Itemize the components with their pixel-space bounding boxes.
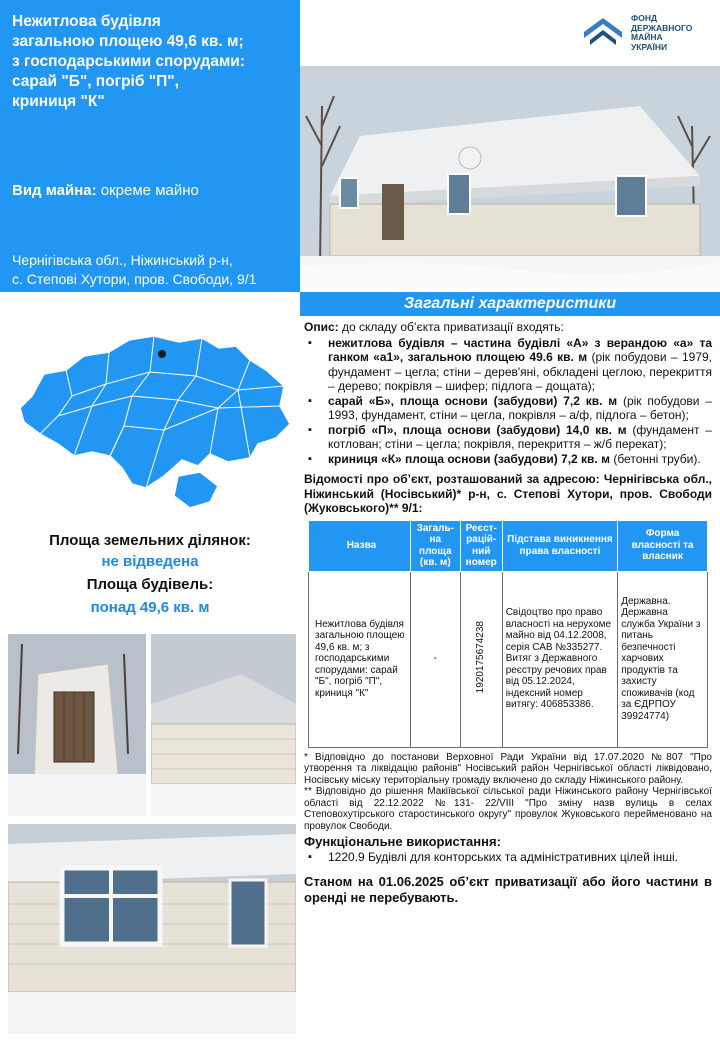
cell-ownership: Державна. Державна служба України з питань безпечності харчових продуктів та захисту споживачів (код за ЄДРПОУ 39924774) xyxy=(618,571,708,747)
building-area-label: Площа будівель: xyxy=(86,576,214,593)
header-panel xyxy=(0,0,300,292)
property-type-label: Вид майна: xyxy=(12,182,97,199)
item-title: нежитлова будівля – частина будівлі «А» з верандою «а» та ганком «а1», загальною площею 49.6 кв. м xyxy=(328,335,712,364)
photo-cellar xyxy=(8,634,146,816)
logo-text: ФОНД ДЕРЖАВНОГО МАЙНА УКРАЇНИ xyxy=(631,13,693,52)
area-summary xyxy=(0,530,300,618)
cell-reg-number xyxy=(460,571,502,747)
list-item xyxy=(304,336,712,394)
property-type-value: окреме майно xyxy=(100,182,199,199)
building-area-value: понад 49,6 кв. м xyxy=(90,599,210,616)
table-header-row xyxy=(309,520,708,571)
description-label: Опис: xyxy=(304,320,339,334)
table-row xyxy=(309,571,708,747)
list-item xyxy=(304,452,712,467)
functional-use-list xyxy=(304,850,712,865)
object-address: Чернігівська обл., Ніжинський р-н, с. Степові Хутори, пров. Свободи, 9/1 xyxy=(12,252,257,287)
property-type xyxy=(12,182,199,199)
footnote-2: ** Відповідно до рішення Макіївської сільської ради Ніжинського району Чернігівської області від 22.12.2022 №131- 22/VIII "Про зміну назв вулиць в селах Степовохутірського старостинського округу" провулок Жуковського перейменовано на провулок Свободи. xyxy=(304,786,712,832)
list-item xyxy=(304,394,712,423)
list-item xyxy=(304,423,712,452)
cell-area: - xyxy=(410,571,460,747)
item-details: (рік побудови – 1979, фундамент – цегла; стіни – дерев'яні, обкладені цеглою, перекриття – дерево; покрівля – шифер; підлога – дощата); xyxy=(328,350,712,393)
general-characteristics-title: Загальні характеристики xyxy=(300,292,720,316)
description-list xyxy=(304,336,712,467)
col-reg-number: Реєст-рацій-ний номер xyxy=(460,520,502,571)
list-item: ▪ 1220.9 Будівлі для конторських та адміністративних цілей інші. xyxy=(304,850,712,865)
functional-use-title: Функціональне використання: xyxy=(304,834,501,849)
land-area-label: Площа земельних ділянок: xyxy=(49,532,251,549)
lease-note: Станом на 01.06.2025 об’єкт приватизації або його частини в оренді не перебувають. xyxy=(304,874,712,905)
logo-area xyxy=(300,0,720,66)
cell-basis: Свідоцтво про право власності на нерухоме майно від 04.12.2008, серія САВ №335277. Витяг з Державного реєстру речових прав від 05.12.2024, індексний номер витягу: 406853386. xyxy=(502,571,618,747)
description-column xyxy=(304,320,712,906)
address-info: Відомості про об’єкт, розташований за адресою: Чернігівська обл., Ніжинський (Носівський)* р-н, с. Степові Хутори, пров. Свободи (Жуковського)** 9/1: xyxy=(304,472,712,515)
item-title: погріб «П», площа основи (забудови) 14,0 кв. м xyxy=(328,422,627,437)
cell-name: Нежитлова будівля загальною площею 49,6 кв. м; з господарськими спорудами: сарай "Б", погріб "П", криниця "К" xyxy=(309,571,411,747)
land-area-value: не відведена xyxy=(101,553,199,570)
item-details: (фундамент – котлован; стіни – цегла; покрівля, перекриття – ж/б перекат); xyxy=(328,422,712,451)
col-name: Назва xyxy=(309,520,411,571)
footnote-1: * Відповідно до постанови Верховної Ради України від 17.07.2020 №807 "Про утворення та ліквідацію районів" Носівський район Чернігівської області ліквідовано, Носівську міську територіальну громаду включено до складу Ніжинського району. xyxy=(304,751,712,786)
photo-shed xyxy=(151,634,296,816)
col-basis: Підстава виникнення права власності xyxy=(502,520,618,571)
location-dot-icon xyxy=(158,350,166,358)
photo-main-building xyxy=(300,66,720,288)
item-details: (бетонні труби). xyxy=(609,451,701,466)
object-table xyxy=(308,520,708,748)
photo-building-window xyxy=(8,824,296,1034)
house-roof-icon xyxy=(582,14,624,50)
reg-number-text: 1920175674238 xyxy=(475,621,487,694)
item-details: (рік побудови – 1993, фундамент, стіни – цегла, покрівля – а/ф, підлога – бетон); xyxy=(328,393,713,422)
col-area: Загаль-на площа (кв. м) xyxy=(410,520,460,571)
ukraine-map xyxy=(14,326,292,516)
object-title: Нежитлова будівля загальною площею 49,6 кв. м; з господарськими спорудами: сарай "Б", погріб "П", криниця "К" xyxy=(12,13,245,110)
item-title: сарай «Б», площа основи (забудови) 7,2 кв. м xyxy=(328,393,618,408)
col-ownership: Форма власності та власник xyxy=(618,520,708,571)
description-intro-text: до складу об’єкта приватизації входять: xyxy=(338,320,564,334)
item-title: криниця «К» площа основи (забудови) 7,2 кв. м xyxy=(328,451,610,466)
description-intro xyxy=(304,320,712,335)
